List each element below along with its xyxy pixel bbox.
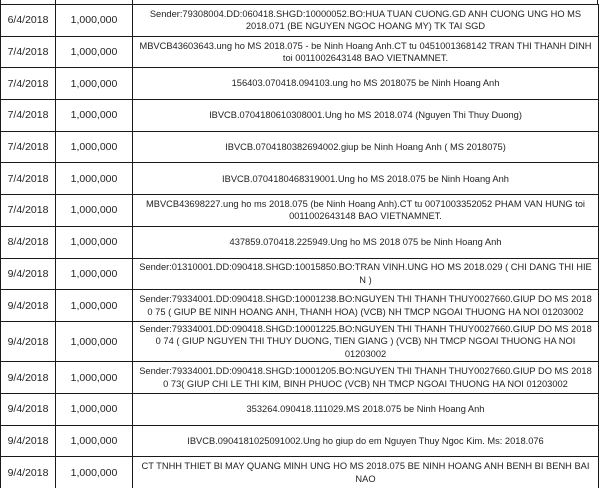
- date-cell: 9/4/2018: [1, 457, 56, 488]
- date-cell: 7/4/2018: [1, 195, 56, 227]
- amount-cell: 1,000,000: [56, 290, 133, 322]
- amount-cell: 1,000,000: [56, 163, 133, 195]
- table-row: [1, 226, 599, 258]
- amount-cell: 1,000,000: [56, 394, 133, 426]
- description-cell: MBVCB43603643.ung ho MS 2018.075 - be Ninh Hoang Anh.CT tu 0451001368142 TRAN THI THANH DINH toi 0011002643148 BAO VIETNAMNET.: [133, 36, 599, 68]
- amount-cell: 1,000,000: [56, 258, 133, 290]
- amount-cell: 1,000,000: [56, 131, 133, 163]
- amount-cell: 1,000,000: [56, 226, 133, 258]
- table-row: [1, 321, 599, 362]
- table-row: [1, 195, 599, 227]
- table-border-segment: [597, 0, 598, 4]
- table-border-segment: [0, 0, 1, 4]
- description-cell: IBVCB.0704180610308001.Ung ho MS 2018.074 (Nguyen Thi Thuy Duong): [133, 100, 599, 132]
- date-cell: 6/4/2018: [1, 5, 56, 37]
- amount-cell: 1,000,000: [56, 68, 133, 100]
- description-cell: Sender:01310001.DD:090418.SHGD:10015850.BO:TRAN VINH.UNG HO MS 2018.029 ( CHI DANG THI HIE N ): [133, 258, 599, 290]
- table-row: [1, 163, 599, 195]
- date-cell: 9/4/2018: [1, 362, 56, 394]
- description-cell: IBVCB.0704180382694002.giup be Ninh Hoang Anh ( MS 2018075): [133, 131, 599, 163]
- date-cell: 7/4/2018: [1, 36, 56, 68]
- amount-cell: 1,000,000: [56, 425, 133, 457]
- description-cell: 156403.070418.094103.ung ho MS 2018075 be Ninh Hoang Anh: [133, 68, 599, 100]
- cutoff-row-top: [0, 0, 600, 4]
- date-cell: 9/4/2018: [1, 394, 56, 426]
- description-cell: Sender:79334001.DD:090418.SHGD:10001225.BO:NGUYEN THI THANH THUY0027660.GIUP DO MS 2018 0 74 ( GIUP NGUYEN THI THUY DUONG, TIEN GIANG ) (VCB) NH TMCP NGOAI THUONG HA NOI 01203002: [133, 321, 599, 362]
- description-cell: 437859.070418.225949.Ung ho MS 2018 075 be Ninh Hoang Anh: [133, 226, 599, 258]
- date-cell: 9/4/2018: [1, 321, 56, 362]
- amount-cell: 1,000,000: [56, 321, 133, 362]
- table-row: [1, 131, 599, 163]
- date-cell: 9/4/2018: [1, 258, 56, 290]
- table-row: [1, 68, 599, 100]
- transactions-table: [0, 4, 599, 488]
- amount-cell: 1,000,000: [56, 195, 133, 227]
- amount-cell: 1,000,000: [56, 362, 133, 394]
- description-cell: Sender:79334001.DD:090418.SHGD:10001238.BO:NGUYEN THI THANH THUY0027660.GIUP DO MS 2018 0 75 ( GIUP BE NINH HOANG ANH, THANH HOA) (VCB) NH TMCP NGOAI THUONG HA NOI 01203002: [133, 290, 599, 322]
- table-row: [1, 394, 599, 426]
- amount-cell: 1,000,000: [56, 100, 133, 132]
- table-row: [1, 5, 599, 37]
- description-cell: CT TNHH THIET BI MAY QUANG MINH UNG HO MS 2018.075 BE NINH HOANG ANH BENH BI BENH BAI NAO: [133, 457, 599, 488]
- amount-cell: 1,000,000: [56, 5, 133, 37]
- table-row: [1, 36, 599, 68]
- date-cell: 7/4/2018: [1, 100, 56, 132]
- date-cell: 7/4/2018: [1, 163, 56, 195]
- description-cell: Sender:79308004.DD:060418.SHGD:10000052.BO:HUA TUAN CUONG.GD ANH CUONG UNG HO MS 2018.071 (BE NGUYEN NGOC HOANG MY) TK TAI SGD: [133, 5, 599, 37]
- amount-cell: 1,000,000: [56, 457, 133, 488]
- date-cell: 8/4/2018: [1, 226, 56, 258]
- date-cell: 7/4/2018: [1, 68, 56, 100]
- table-row: [1, 362, 599, 394]
- description-cell: 353264.090418.111029.MS 2018.075 be Ninh Hoang Anh: [133, 394, 599, 426]
- date-cell: 7/4/2018: [1, 131, 56, 163]
- table-row: [1, 100, 599, 132]
- table-border-segment: [55, 0, 56, 4]
- amount-cell: 1,000,000: [56, 36, 133, 68]
- table-border-segment: [132, 0, 133, 4]
- table-row: [1, 290, 599, 322]
- table-row: [1, 258, 599, 290]
- table-row: [1, 425, 599, 457]
- table-row: [1, 457, 599, 488]
- description-cell: MBVCB43698227.ung ho ms 2018.075 (be Ninh Hoang Anh).CT tu 0071003352052 PHAM VAN HUNG toi 0011002643148 BAO VIETNAMNET.: [133, 195, 599, 227]
- table-body: [1, 5, 599, 488]
- description-cell: IBVCB.0704180468319001.Ung ho MS 2018.075 be Ninh Hoang Anh: [133, 163, 599, 195]
- description-cell: Sender:79334001.DD:090418.SHGD:10001205.BO:NGUYEN THI THANH THUY0027660.GIUP DO MS 2018 0 73( GIUP CHI LE THI KIM, BINH PHUOC (VCB) NH TMCP NGOAI THUONG HA NOI 01203002: [133, 362, 599, 394]
- date-cell: 9/4/2018: [1, 425, 56, 457]
- description-cell: IBVCB.0904181025091002.Ung ho giup do em Nguyen Thuy Ngoc Kim. Ms: 2018.076: [133, 425, 599, 457]
- date-cell: 9/4/2018: [1, 290, 56, 322]
